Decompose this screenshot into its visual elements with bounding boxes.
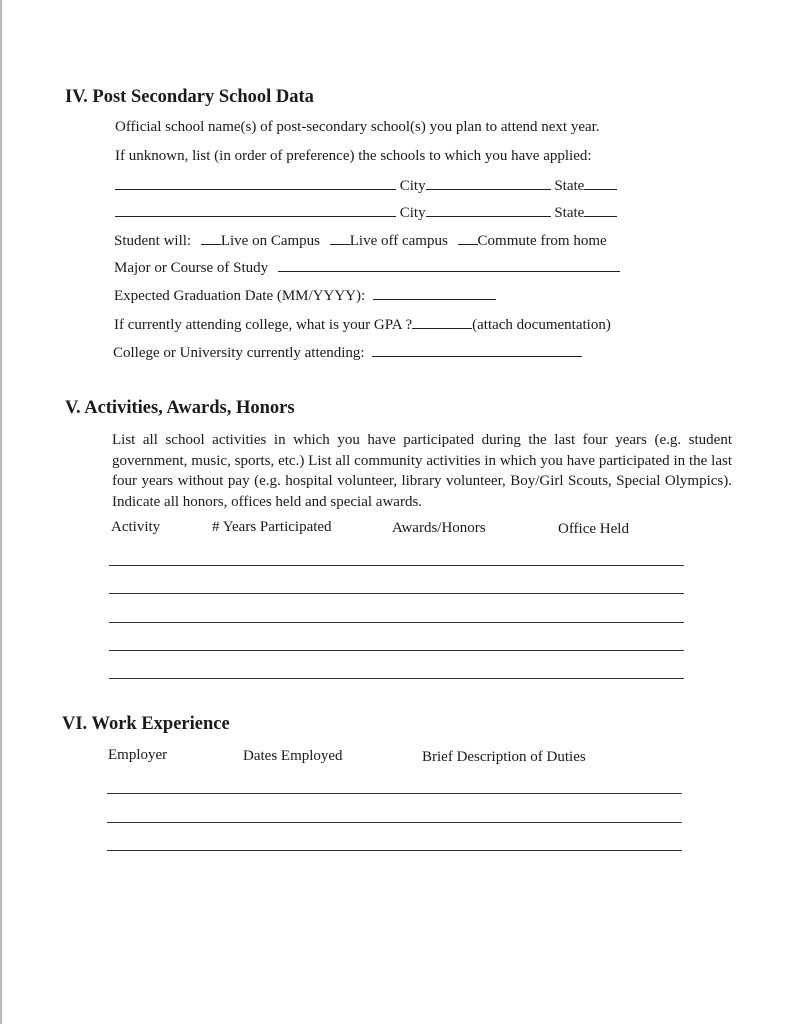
- gpa-label: If currently attending college, what is your GPA ?: [114, 317, 413, 333]
- student-will-label: Student will:: [114, 233, 192, 249]
- commute-blank[interactable]: [458, 230, 478, 245]
- grad-date-row: [114, 285, 496, 305]
- live-off-campus-blank[interactable]: [330, 230, 350, 245]
- activity-entry-line[interactable]: [109, 678, 684, 679]
- school-name-field-1[interactable]: [115, 175, 396, 190]
- applied-schools-instruction: If unknown, list (in order of preference) the schools to which you have applied:: [115, 148, 592, 164]
- live-off-campus-option: Live off campus: [349, 233, 448, 249]
- work-entry-line[interactable]: [107, 793, 682, 794]
- col-dates: Dates Employed: [243, 748, 343, 764]
- gpa-note: (attach documentation): [472, 317, 611, 333]
- gpa-row: [114, 314, 611, 334]
- college-field[interactable]: [372, 342, 582, 357]
- state-label: State: [554, 205, 585, 221]
- work-entry-line[interactable]: [107, 850, 682, 851]
- city-field-1[interactable]: [426, 175, 551, 190]
- col-office: Office Held: [558, 521, 629, 537]
- work-entry-line[interactable]: [107, 822, 682, 823]
- grad-date-field[interactable]: [373, 285, 496, 300]
- major-label: Major or Course of Study: [114, 260, 269, 276]
- section-vi-heading: VI. Work Experience: [62, 714, 230, 734]
- col-awards: Awards/Honors: [392, 520, 486, 536]
- col-activity: Activity: [111, 519, 161, 535]
- col-employer: Employer: [108, 747, 168, 763]
- major-field[interactable]: [278, 257, 620, 272]
- col-duties: Brief Description of Duties: [422, 749, 586, 765]
- col-years: # Years Participated: [212, 519, 332, 535]
- state-field-1[interactable]: [584, 175, 617, 190]
- section-iv-heading: IV. Post Secondary School Data: [65, 87, 314, 107]
- college-row: [113, 342, 582, 362]
- college-label: College or University currently attending:: [113, 345, 365, 361]
- activity-entry-line[interactable]: [109, 650, 684, 651]
- commute-option: Commute from home: [477, 233, 607, 249]
- scan-edge: [0, 0, 2, 1024]
- state-label: State: [554, 178, 585, 194]
- live-on-campus-blank[interactable]: [201, 230, 221, 245]
- activities-instructions: List all school activities in which you have participated during the last four years (e.g. student government, music, sports, etc.) List all community activities in which you have participated in the last four years without pay (e.g. hospital volunteer, library volunteer, Boy/Girl Scouts, Special Olympics). Indicate all honors, offices held and special awards.: [112, 432, 732, 510]
- major-row: [114, 257, 620, 277]
- section-v-heading: V. Activities, Awards, Honors: [65, 398, 295, 418]
- grad-date-label: Expected Graduation Date (MM/YYYY):: [114, 288, 366, 304]
- state-field-2[interactable]: [584, 202, 617, 217]
- school-row-2: [115, 202, 617, 222]
- student-will-row: [114, 230, 607, 250]
- school-row-1: [115, 175, 617, 195]
- activity-entry-line[interactable]: [109, 593, 684, 594]
- city-label: City: [399, 205, 426, 221]
- official-school-instruction: Official school name(s) of post-secondary school(s) you plan to attend next year.: [115, 119, 600, 135]
- city-field-2[interactable]: [426, 202, 551, 217]
- activity-entry-line[interactable]: [109, 565, 684, 566]
- city-label: City: [399, 178, 426, 194]
- live-on-campus-option: Live on Campus: [220, 233, 320, 249]
- school-name-field-2[interactable]: [115, 202, 396, 217]
- gpa-field[interactable]: [412, 314, 472, 329]
- activity-entry-line[interactable]: [109, 622, 684, 623]
